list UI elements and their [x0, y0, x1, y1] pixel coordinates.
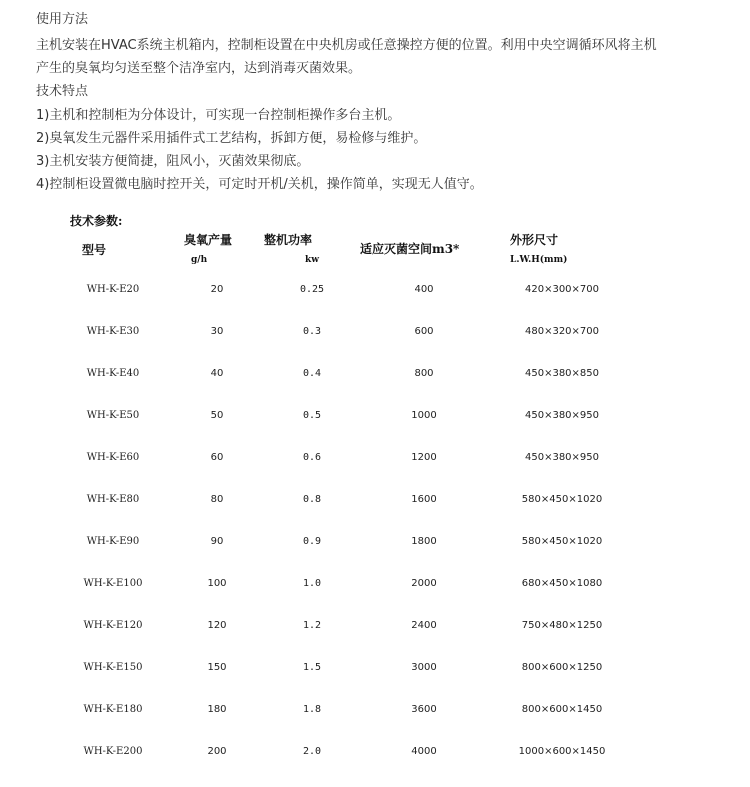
cell-model: WH-K-E120	[83, 620, 143, 631]
cell-ozone: 80	[210, 494, 224, 505]
feature-item-1: 1)主机和控制柜为分体设计，可实现一台控制柜操作多台主机。	[36, 108, 401, 123]
cell-model: WH-K-E200	[83, 746, 143, 757]
cell-ozone: 150	[207, 662, 227, 673]
cell-power: 0.4	[302, 368, 322, 379]
usage-text-line-2: 产生的臭氧均匀送至整个洁净室内，达到消毒灭菌效果。	[36, 61, 362, 76]
cell-size: 1000×600×1450	[518, 746, 606, 757]
params-title: 技术参数:	[70, 214, 123, 228]
cell-power: 2.0	[302, 746, 322, 757]
cell-space: 1800	[411, 536, 437, 547]
cell-space: 2400	[411, 620, 437, 631]
cell-ozone: 40	[210, 368, 224, 379]
cell-size: 750×480×1250	[521, 620, 603, 631]
cell-ozone: 20	[210, 284, 224, 295]
cell-model: WH-K-E20	[86, 284, 140, 295]
cell-ozone: 180	[207, 704, 227, 715]
cell-space: 3000	[411, 662, 437, 673]
cell-space: 1000	[411, 410, 437, 421]
cell-size: 580×450×1020	[521, 536, 603, 547]
cell-power: 0.3	[302, 326, 322, 337]
cell-space: 400	[414, 284, 434, 295]
cell-space: 4000	[411, 746, 437, 757]
header-space: 适应灭菌空间m3*	[360, 242, 460, 256]
cell-power: 1.8	[302, 704, 322, 715]
cell-size: 450×380×950	[524, 410, 600, 421]
cell-model: WH-K-E50	[86, 410, 140, 421]
section-heading-usage: 使用方法	[36, 12, 89, 27]
cell-power: 0.6	[302, 452, 322, 463]
cell-model: WH-K-E30	[86, 326, 140, 337]
cell-power: 1.5	[302, 662, 322, 673]
cell-ozone: 100	[207, 578, 227, 589]
cell-size: 800×600×1250	[521, 662, 603, 673]
cell-size: 450×380×850	[524, 368, 600, 379]
header-size-unit: L.W.H(mm)	[510, 255, 568, 265]
cell-size: 580×450×1020	[521, 494, 603, 505]
cell-space: 3600	[411, 704, 437, 715]
usage-text-line-1: 主机安装在HVAC系统主机箱内，控制柜设置在中央机房或任意操控方便的位置。利用中央空调循环风将主机	[36, 38, 657, 53]
cell-model: WH-K-E40	[86, 368, 140, 379]
cell-space: 1200	[411, 452, 437, 463]
cell-model: WH-K-E100	[83, 578, 143, 589]
cell-ozone: 50	[210, 410, 224, 421]
cell-size: 680×450×1080	[521, 578, 603, 589]
header-model: 型号	[82, 243, 107, 257]
cell-ozone: 90	[210, 536, 224, 547]
header-size: 外形尺寸	[510, 233, 559, 247]
feature-item-4: 4)控制柜设置微电脑时控开关，可定时开机/关机，操作简单，实现无人值守。	[36, 177, 483, 192]
section-heading-features: 技术特点	[36, 84, 89, 99]
cell-power: 0.8	[302, 494, 322, 505]
cell-model: WH-K-E180	[83, 704, 143, 715]
cell-power: 0.5	[302, 410, 322, 421]
header-ozone-unit: g/h	[191, 255, 208, 265]
feature-item-2: 2)臭氧发生元器件采用插件式工艺结构，拆卸方便，易检修与维护。	[36, 131, 427, 146]
cell-ozone: 120	[207, 620, 227, 631]
cell-size: 450×380×950	[524, 452, 600, 463]
cell-model: WH-K-E60	[86, 452, 140, 463]
cell-space: 1600	[411, 494, 437, 505]
cell-space: 800	[414, 368, 434, 379]
cell-model: WH-K-E80	[86, 494, 140, 505]
cell-space: 600	[414, 326, 434, 337]
cell-power: 1.0	[302, 578, 322, 589]
cell-space: 2000	[411, 578, 437, 589]
cell-ozone: 30	[210, 326, 224, 337]
cell-power: 1.2	[302, 620, 322, 631]
cell-model: WH-K-E150	[83, 662, 143, 673]
cell-size: 420×300×700	[524, 284, 600, 295]
cell-ozone: 60	[210, 452, 224, 463]
feature-item-3: 3)主机安装方便简捷，阻风小，灭菌效果彻底。	[36, 154, 310, 169]
cell-ozone: 200	[207, 746, 227, 757]
cell-size: 480×320×700	[524, 326, 600, 337]
header-power-unit: kw	[305, 255, 319, 265]
cell-power: 0.9	[302, 536, 322, 547]
cell-model: WH-K-E90	[86, 536, 140, 547]
header-power: 整机功率	[264, 233, 313, 247]
header-ozone: 臭氧产量	[184, 233, 233, 247]
cell-power: 0.25	[299, 284, 325, 295]
cell-size: 800×600×1450	[521, 704, 603, 715]
